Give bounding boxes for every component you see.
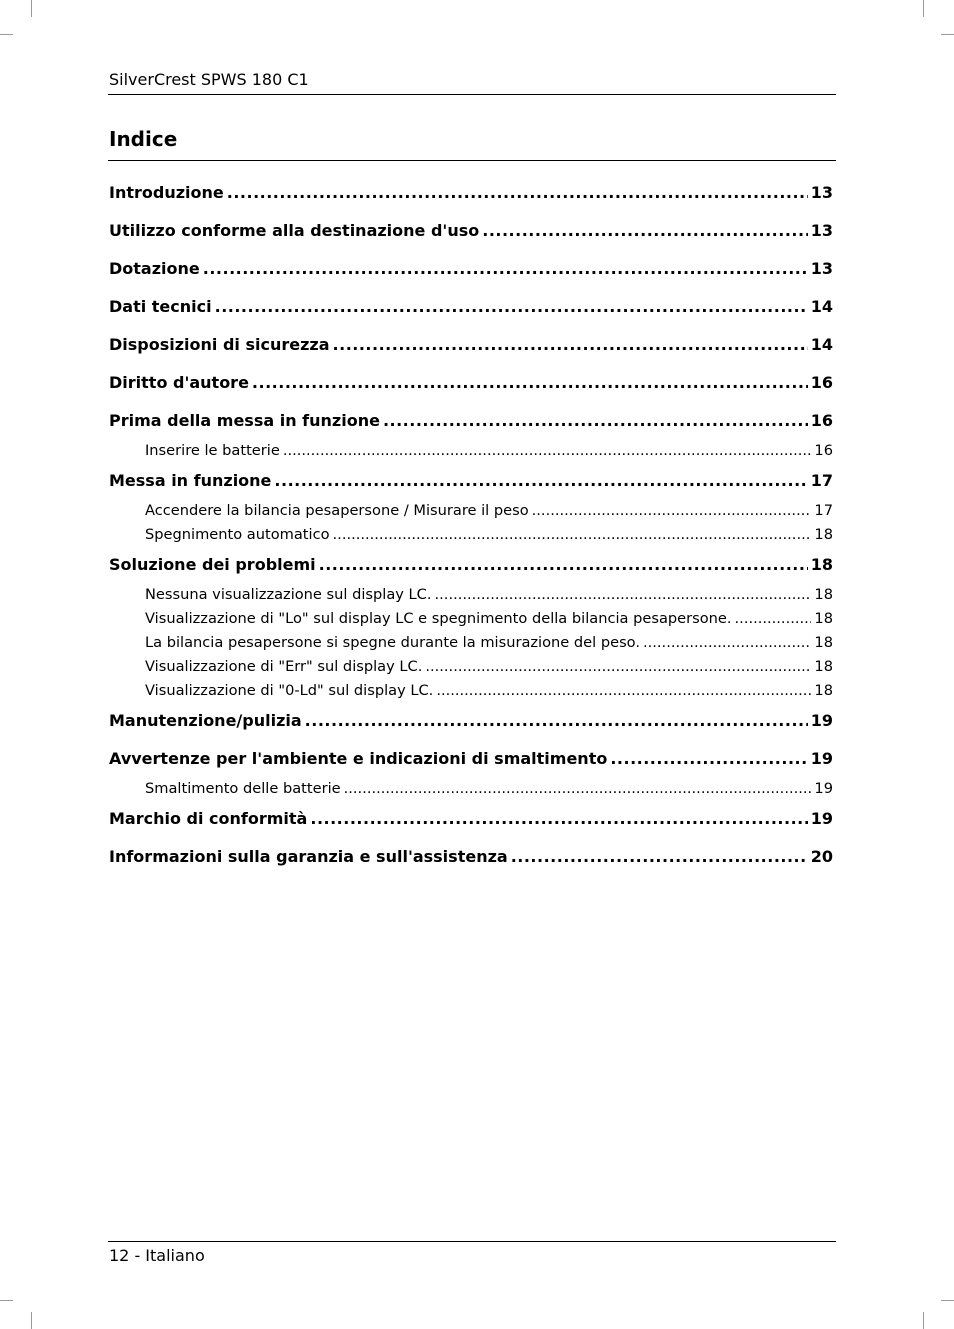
- toc-entry-label: Soluzione dei problemi: [109, 555, 316, 574]
- toc-entry-label: Marchio di conformità: [109, 809, 308, 828]
- toc-entry-label: Inserire le batterie: [145, 442, 280, 459]
- toc-entry-page: 18: [814, 526, 833, 543]
- toc-entry[interactable]: [109, 468, 833, 494]
- title-rule: [108, 160, 836, 161]
- leader-dots: [203, 256, 808, 282]
- toc-entry-page: 16: [814, 442, 833, 459]
- toc-entry-label: Visualizzazione di "0-Ld" sul display LC.: [145, 682, 434, 699]
- header-rule: [108, 94, 836, 95]
- toc-entry-label: Accendere la bilancia pesapersone / Misurare il peso: [145, 502, 529, 519]
- leader-dots: [305, 708, 808, 734]
- toc-subentry[interactable]: [109, 777, 833, 801]
- toc-entry-page: 16: [810, 411, 833, 430]
- toc-entry-page: 18: [814, 634, 833, 651]
- leader-dots: [435, 583, 812, 607]
- toc-entry-label: Nessuna visualizzazione sul display LC.: [145, 586, 432, 603]
- toc-entry-page: 19: [810, 809, 833, 828]
- toc-entry-label: Dati tecnici: [109, 297, 212, 316]
- leader-dots: [252, 370, 808, 396]
- toc-entry[interactable]: [109, 218, 833, 244]
- toc-entry-label: Avvertenze per l'ambiente e indicazioni di smaltimento: [109, 749, 608, 768]
- toc-entry-page: 17: [810, 471, 833, 490]
- toc-entry-label: Utilizzo conforme alla destinazione d'uso: [109, 221, 480, 240]
- leader-dots: [643, 631, 811, 655]
- toc-entry-label: Visualizzazione di "Lo" sul display LC e spegnimento della bilancia pesapersone.: [145, 610, 732, 627]
- toc-entry-page: 16: [810, 373, 833, 392]
- toc-entry-page: 13: [810, 221, 833, 240]
- toc-entry[interactable]: [109, 708, 833, 734]
- toc-entry-page: 13: [810, 183, 833, 202]
- toc-entry-page: 20: [810, 847, 833, 866]
- crop-mark-bottom-left: [0, 1300, 13, 1301]
- toc-entry-label: Diritto d'autore: [109, 373, 249, 392]
- page-footer: 12 - Italiano: [109, 1246, 205, 1265]
- crop-mark-bottom-right: [941, 1300, 954, 1301]
- toc-entry-label: Manutenzione/pulizia: [109, 711, 302, 730]
- leader-dots: [274, 468, 807, 494]
- toc-entry-page: 18: [814, 682, 833, 699]
- leader-dots: [735, 607, 812, 631]
- leader-dots: [610, 746, 807, 772]
- toc-entry[interactable]: [109, 408, 833, 434]
- crop-mark-top-left: [31, 0, 32, 17]
- toc-entry-label: Prima della messa in funzione: [109, 411, 380, 430]
- toc-entry[interactable]: [109, 746, 833, 772]
- toc-entry-page: 13: [810, 259, 833, 278]
- toc-subentry[interactable]: [109, 607, 833, 631]
- leader-dots: [482, 218, 808, 244]
- toc-entry-label: Introduzione: [109, 183, 224, 202]
- toc-entry-label: Spegnimento automatico: [145, 526, 330, 543]
- toc-subentry[interactable]: [109, 655, 833, 679]
- toc-entry[interactable]: [109, 332, 833, 358]
- toc-entry-label: Visualizzazione di "Err" sul display LC.: [145, 658, 423, 675]
- crop-mark-top-right: [923, 0, 924, 17]
- toc-entry[interactable]: [109, 256, 833, 282]
- toc-entry-page: 18: [814, 658, 833, 675]
- footer-rule: [108, 1241, 836, 1242]
- table-of-contents: [109, 180, 833, 870]
- toc-entry-label: Disposizioni di sicurezza: [109, 335, 330, 354]
- leader-dots: [310, 806, 807, 832]
- page-title: Indice: [109, 127, 178, 151]
- toc-entry[interactable]: [109, 294, 833, 320]
- leader-dots: [436, 679, 811, 703]
- toc-entry-page: 19: [810, 749, 833, 768]
- toc-entry-page: 14: [810, 297, 833, 316]
- toc-entry-label: Smaltimento delle batterie: [145, 780, 341, 797]
- leader-dots: [532, 499, 812, 523]
- toc-subentry[interactable]: [109, 679, 833, 703]
- toc-entry-page: 17: [814, 502, 833, 519]
- leader-dots: [333, 332, 808, 358]
- leader-dots: [344, 777, 812, 801]
- leader-dots: [283, 439, 812, 463]
- leader-dots: [425, 655, 811, 679]
- toc-entry-label: La bilancia pesapersone si spegne durante la misurazione del peso.: [145, 634, 640, 651]
- crop-mark-bottom-left: [31, 1312, 32, 1329]
- toc-subentry[interactable]: [109, 631, 833, 655]
- toc-entry-label: Messa in funzione: [109, 471, 272, 490]
- toc-entry[interactable]: [109, 844, 833, 870]
- toc-subentry[interactable]: [109, 439, 833, 463]
- crop-mark-top-right: [941, 34, 954, 35]
- leader-dots: [511, 844, 808, 870]
- crop-mark-bottom-right: [923, 1312, 924, 1329]
- toc-entry-page: 18: [810, 555, 833, 574]
- toc-entry[interactable]: [109, 370, 833, 396]
- toc-subentry[interactable]: [109, 523, 833, 547]
- crop-mark-top-left: [0, 34, 13, 35]
- leader-dots: [319, 552, 808, 578]
- toc-entry-label: Informazioni sulla garanzia e sull'assistenza: [109, 847, 508, 866]
- toc-entry-page: 19: [814, 780, 833, 797]
- toc-entry-page: 18: [814, 586, 833, 603]
- toc-entry-page: 18: [814, 610, 833, 627]
- toc-entry[interactable]: [109, 806, 833, 832]
- toc-subentry[interactable]: [109, 499, 833, 523]
- leader-dots: [383, 408, 808, 434]
- toc-entry-page: 19: [810, 711, 833, 730]
- toc-entry[interactable]: [109, 180, 833, 206]
- leader-dots: [333, 523, 812, 547]
- leader-dots: [227, 180, 808, 206]
- toc-subentry[interactable]: [109, 583, 833, 607]
- toc-entry[interactable]: [109, 552, 833, 578]
- leader-dots: [215, 294, 808, 320]
- toc-entry-label: Dotazione: [109, 259, 200, 278]
- running-header: SilverCrest SPWS 180 C1: [109, 70, 309, 89]
- toc-entry-page: 14: [810, 335, 833, 354]
